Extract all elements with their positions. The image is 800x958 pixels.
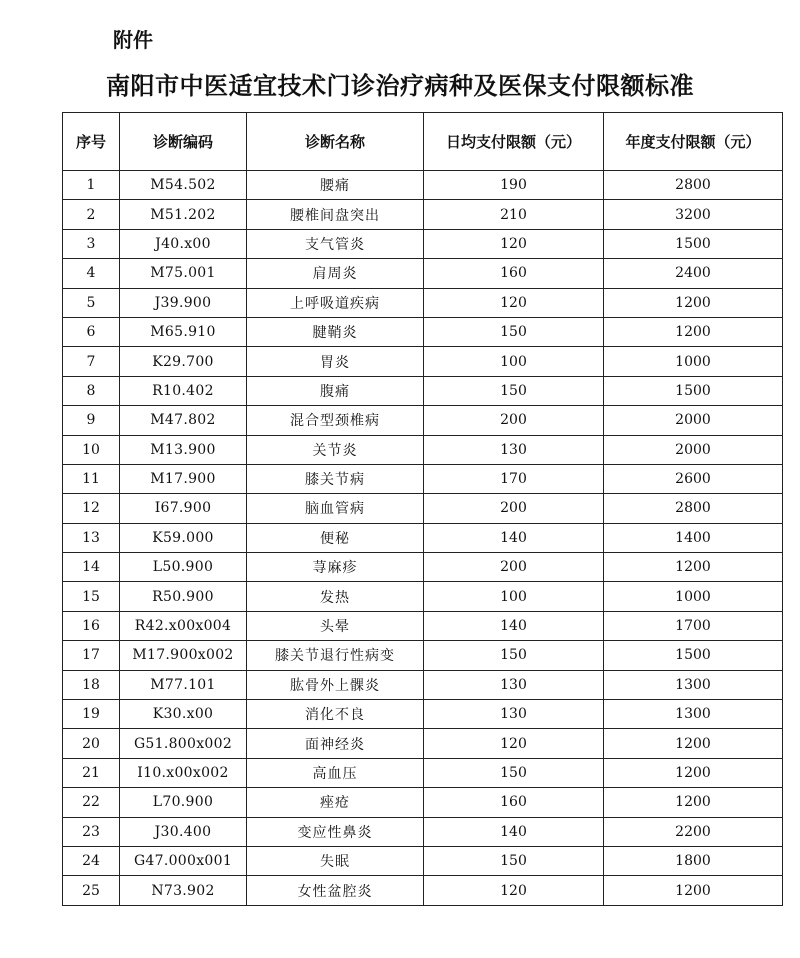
serial-number-cell: 7 (63, 347, 120, 376)
daily-limit-cell: 190 (424, 171, 604, 200)
payment-limit-table (62, 112, 783, 906)
serial-number-cell: 17 (63, 641, 120, 670)
table-row (63, 317, 783, 346)
table-row (63, 758, 783, 787)
table-row (63, 846, 783, 875)
payment-limit-table-container (62, 112, 783, 906)
diagnosis-code-cell: L50.900 (120, 553, 247, 582)
serial-number-cell: 12 (63, 494, 120, 523)
diagnosis-name-cell: 腰椎间盘突出 (247, 200, 424, 229)
annual-limit-cell: 1800 (604, 846, 783, 875)
diagnosis-name-cell: 头晕 (247, 611, 424, 640)
header-daily-limit: 日均支付限额（元） (424, 113, 604, 171)
serial-number-cell: 1 (63, 171, 120, 200)
diagnosis-name-cell: 关节炎 (247, 435, 424, 464)
table-row (63, 611, 783, 640)
table-row (63, 641, 783, 670)
annual-limit-cell: 2000 (604, 406, 783, 435)
daily-limit-cell: 100 (424, 582, 604, 611)
annual-limit-cell: 2600 (604, 464, 783, 493)
daily-limit-cell: 120 (424, 229, 604, 258)
table-row (63, 876, 783, 905)
diagnosis-code-cell: M47.802 (120, 406, 247, 435)
annual-limit-cell: 3200 (604, 200, 783, 229)
serial-number-cell: 23 (63, 817, 120, 846)
diagnosis-code-cell: R10.402 (120, 376, 247, 405)
document-title: 南阳市中医适宜技术门诊治疗病种及医保支付限额标准 (106, 72, 694, 100)
diagnosis-code-cell: G51.800x002 (120, 729, 247, 758)
diagnosis-name-cell: 面神经炎 (247, 729, 424, 758)
table-row (63, 464, 783, 493)
annual-limit-cell: 1400 (604, 523, 783, 552)
daily-limit-cell: 130 (424, 670, 604, 699)
table-row (63, 435, 783, 464)
annual-limit-cell: 1200 (604, 758, 783, 787)
annual-limit-cell: 1200 (604, 317, 783, 346)
diagnosis-code-cell: M65.910 (120, 317, 247, 346)
header-diagnosis-name: 诊断名称 (247, 113, 424, 171)
diagnosis-name-cell: 发热 (247, 582, 424, 611)
daily-limit-cell: 150 (424, 317, 604, 346)
daily-limit-cell: 140 (424, 817, 604, 846)
diagnosis-name-cell: 高血压 (247, 758, 424, 787)
daily-limit-cell: 130 (424, 435, 604, 464)
serial-number-cell: 2 (63, 200, 120, 229)
table-row (63, 229, 783, 258)
table-row (63, 494, 783, 523)
serial-number-cell: 4 (63, 259, 120, 288)
annual-limit-cell: 1000 (604, 582, 783, 611)
diagnosis-name-cell: 消化不良 (247, 700, 424, 729)
annual-limit-cell: 1200 (604, 876, 783, 905)
table-row (63, 523, 783, 552)
annual-limit-cell: 1300 (604, 700, 783, 729)
diagnosis-code-cell: M17.900 (120, 464, 247, 493)
diagnosis-name-cell: 便秘 (247, 523, 424, 552)
table-row (63, 582, 783, 611)
annual-limit-cell: 1700 (604, 611, 783, 640)
diagnosis-code-cell: M75.001 (120, 259, 247, 288)
diagnosis-name-cell: 荨麻疹 (247, 553, 424, 582)
table-row (63, 200, 783, 229)
daily-limit-cell: 120 (424, 876, 604, 905)
diagnosis-name-cell: 支气管炎 (247, 229, 424, 258)
diagnosis-code-cell: I10.x00x002 (120, 758, 247, 787)
diagnosis-code-cell: K59.000 (120, 523, 247, 552)
annual-limit-cell: 2000 (604, 435, 783, 464)
diagnosis-name-cell: 痤疮 (247, 788, 424, 817)
daily-limit-cell: 150 (424, 376, 604, 405)
header-annual-limit: 年度支付限额（元） (604, 113, 783, 171)
table-row (63, 406, 783, 435)
serial-number-cell: 18 (63, 670, 120, 699)
serial-number-cell: 24 (63, 846, 120, 875)
daily-limit-cell: 150 (424, 758, 604, 787)
serial-number-cell: 14 (63, 553, 120, 582)
serial-number-cell: 19 (63, 700, 120, 729)
header-serial-number: 序号 (63, 113, 120, 171)
diagnosis-code-cell: M17.900x002 (120, 641, 247, 670)
diagnosis-name-cell: 肩周炎 (247, 259, 424, 288)
table-row (63, 729, 783, 758)
annual-limit-cell: 1300 (604, 670, 783, 699)
serial-number-cell: 13 (63, 523, 120, 552)
daily-limit-cell: 140 (424, 611, 604, 640)
daily-limit-cell: 130 (424, 700, 604, 729)
table-row (63, 700, 783, 729)
diagnosis-code-cell: L70.900 (120, 788, 247, 817)
serial-number-cell: 15 (63, 582, 120, 611)
annual-limit-cell: 1200 (604, 288, 783, 317)
serial-number-cell: 25 (63, 876, 120, 905)
diagnosis-name-cell: 膝关节退行性病变 (247, 641, 424, 670)
diagnosis-code-cell: N73.902 (120, 876, 247, 905)
serial-number-cell: 10 (63, 435, 120, 464)
diagnosis-code-cell: G47.000x001 (120, 846, 247, 875)
serial-number-cell: 11 (63, 464, 120, 493)
annual-limit-cell: 2800 (604, 494, 783, 523)
daily-limit-cell: 120 (424, 288, 604, 317)
diagnosis-code-cell: M51.202 (120, 200, 247, 229)
attachment-label: 附件 (113, 28, 153, 52)
diagnosis-name-cell: 腱鞘炎 (247, 317, 424, 346)
table-body (63, 171, 783, 906)
annual-limit-cell: 2400 (604, 259, 783, 288)
table-row (63, 171, 783, 200)
diagnosis-name-cell: 女性盆腔炎 (247, 876, 424, 905)
table-row (63, 376, 783, 405)
serial-number-cell: 9 (63, 406, 120, 435)
table-row (63, 288, 783, 317)
diagnosis-code-cell: J30.400 (120, 817, 247, 846)
annual-limit-cell: 1500 (604, 229, 783, 258)
diagnosis-name-cell: 腹痛 (247, 376, 424, 405)
serial-number-cell: 20 (63, 729, 120, 758)
diagnosis-name-cell: 脑血管病 (247, 494, 424, 523)
annual-limit-cell: 1500 (604, 641, 783, 670)
diagnosis-code-cell: I67.900 (120, 494, 247, 523)
serial-number-cell: 22 (63, 788, 120, 817)
annual-limit-cell: 1200 (604, 729, 783, 758)
daily-limit-cell: 140 (424, 523, 604, 552)
diagnosis-code-cell: M54.502 (120, 171, 247, 200)
daily-limit-cell: 150 (424, 641, 604, 670)
serial-number-cell: 21 (63, 758, 120, 787)
daily-limit-cell: 210 (424, 200, 604, 229)
diagnosis-name-cell: 失眠 (247, 846, 424, 875)
table-header-row (63, 113, 783, 171)
annual-limit-cell: 1500 (604, 376, 783, 405)
diagnosis-code-cell: K29.700 (120, 347, 247, 376)
table-row (63, 788, 783, 817)
daily-limit-cell: 150 (424, 846, 604, 875)
daily-limit-cell: 170 (424, 464, 604, 493)
diagnosis-name-cell: 变应性鼻炎 (247, 817, 424, 846)
table-row (63, 817, 783, 846)
diagnosis-code-cell: K30.x00 (120, 700, 247, 729)
diagnosis-name-cell: 肱骨外上髁炎 (247, 670, 424, 699)
diagnosis-code-cell: R42.x00x004 (120, 611, 247, 640)
diagnosis-code-cell: M13.900 (120, 435, 247, 464)
table-row (63, 553, 783, 582)
annual-limit-cell: 1200 (604, 553, 783, 582)
annual-limit-cell: 2200 (604, 817, 783, 846)
serial-number-cell: 5 (63, 288, 120, 317)
diagnosis-name-cell: 混合型颈椎病 (247, 406, 424, 435)
daily-limit-cell: 200 (424, 406, 604, 435)
diagnosis-name-cell: 上呼吸道疾病 (247, 288, 424, 317)
diagnosis-code-cell: M77.101 (120, 670, 247, 699)
diagnosis-code-cell: J39.900 (120, 288, 247, 317)
diagnosis-name-cell: 膝关节病 (247, 464, 424, 493)
daily-limit-cell: 200 (424, 553, 604, 582)
diagnosis-name-cell: 胃炎 (247, 347, 424, 376)
table-row (63, 259, 783, 288)
table-row (63, 347, 783, 376)
annual-limit-cell: 1200 (604, 788, 783, 817)
daily-limit-cell: 200 (424, 494, 604, 523)
header-diagnosis-code: 诊断编码 (120, 113, 247, 171)
daily-limit-cell: 160 (424, 788, 604, 817)
annual-limit-cell: 2800 (604, 171, 783, 200)
daily-limit-cell: 160 (424, 259, 604, 288)
serial-number-cell: 6 (63, 317, 120, 346)
serial-number-cell: 16 (63, 611, 120, 640)
daily-limit-cell: 120 (424, 729, 604, 758)
daily-limit-cell: 100 (424, 347, 604, 376)
annual-limit-cell: 1000 (604, 347, 783, 376)
diagnosis-code-cell: J40.x00 (120, 229, 247, 258)
table-row (63, 670, 783, 699)
serial-number-cell: 8 (63, 376, 120, 405)
diagnosis-name-cell: 腰痛 (247, 171, 424, 200)
diagnosis-code-cell: R50.900 (120, 582, 247, 611)
serial-number-cell: 3 (63, 229, 120, 258)
